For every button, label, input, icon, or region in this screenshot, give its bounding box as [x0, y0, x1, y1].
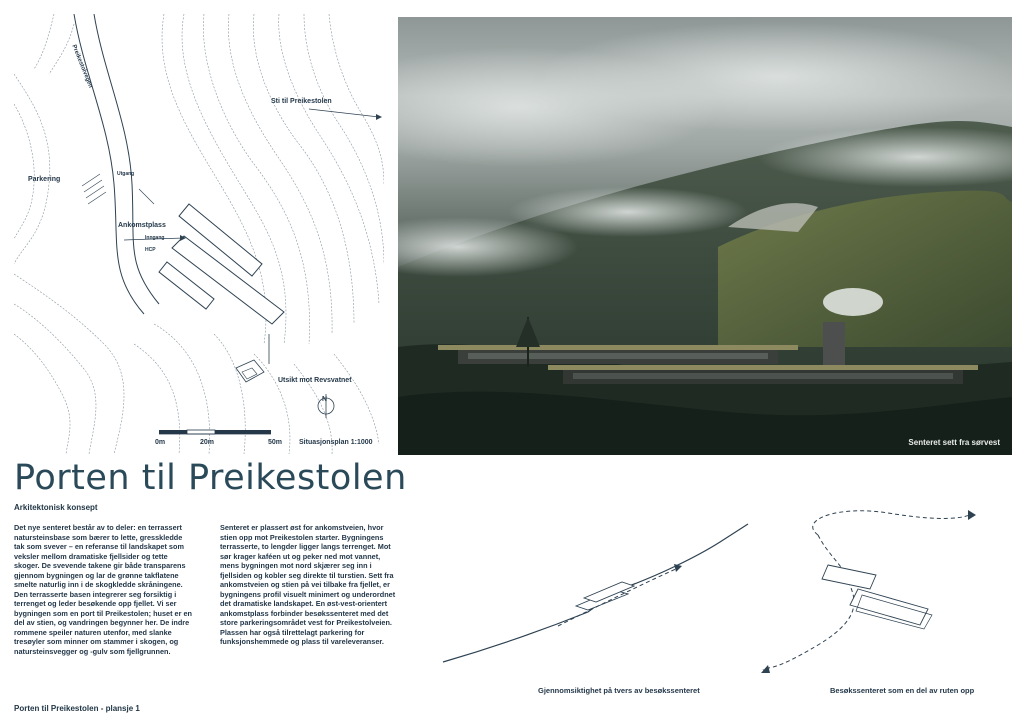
- scale-20-label: 20m: [200, 439, 215, 446]
- scale-0-label: 0m: [155, 439, 166, 446]
- site-plan: [14, 14, 384, 454]
- route-sketch: [758, 505, 1018, 701]
- parking-label: Parkering: [28, 176, 61, 183]
- site-plan-drawing: [14, 14, 384, 454]
- scale-title: Situasjonsplan 1:1000: [299, 439, 373, 446]
- plate-label: Porten til Preikestolen - plansje 1: [14, 704, 140, 713]
- trail-label: Sti til Preikestolen: [271, 98, 332, 105]
- section-caption: Gjennomsiktighet på tvers av besøkssenteret: [538, 686, 700, 695]
- exit-label: Utgang: [117, 171, 135, 177]
- route-caption: Besøkssenteret som en del av ruten opp: [830, 686, 975, 695]
- road-label: Preikestolvegen: [70, 44, 94, 89]
- arrival-label: Ankomstplass: [118, 222, 166, 229]
- transparency-diagram: [438, 516, 758, 701]
- north-label: N: [322, 396, 328, 403]
- render-caption: Senteret sett fra sørvest: [908, 438, 1000, 447]
- route-diagram: [758, 505, 1018, 701]
- page-title: Porten til Preikestolen: [14, 458, 407, 498]
- scale-50-label: 50m: [268, 439, 283, 446]
- concept-text-column-1: Det nye senteret består av to deler: en terrassert natursteinsbase som bærer to lette, gresskledde tak som svever – en referanse til landskapet som veksler mellom dramatiske fjellsider og tette skoger. De svevende takene gir både transparens gjennom bygningen og lar de grønne takflatene smelte naturlig inn i de skogkledde skråningene. Den terrasserte basen integrerer seg forsiktig i terrenget og leder besøkende opp fjellet. Vi ser bygningen som en port til Preikestolen; huset er en del av stien, og vandringen begynner her. De indre rommene speiler naturen utenfor, med slanke tresøyler som minner om stammer i skogen, og natursteinsvegger og -gulv som fjellgrunnen.: [14, 523, 192, 656]
- viewpoint-label: Utsikt mot Revsvatnet: [278, 377, 352, 384]
- section-sketch: [438, 516, 758, 701]
- exterior-render: [398, 17, 1012, 455]
- page-subtitle: Arkitektonisk konsept: [14, 503, 98, 512]
- entrance-label: Inngang: [145, 235, 165, 241]
- concept-text-column-2: Senteret er plassert øst for ankomstveien, hvor stien opp mot Preikestolen starter. Bygningens terrasserte, to lengder ligger langs terrenget. Mot sør krager kaféen ut og peker ned mot vannet, mens bygningen mot nord skjærer seg inn i fjellsiden og kobler seg direkte til turstien. Sett fra ankomstveien og stien på vei tilbake fra fjellet, er bygningens profil visuelt minimert og underordnet det dramatiske landskapet. En øst-vest-orientert ankomstplass forbinder besøkssenteret med det store parkeringsområdet vest for Preikestolveien. Plassen har også tilrettelagt parkering for funksjonshemmede og plass til vareleveranser.: [220, 523, 396, 646]
- hcp-label: HCP: [145, 247, 156, 253]
- render-illustration: [398, 17, 1012, 455]
